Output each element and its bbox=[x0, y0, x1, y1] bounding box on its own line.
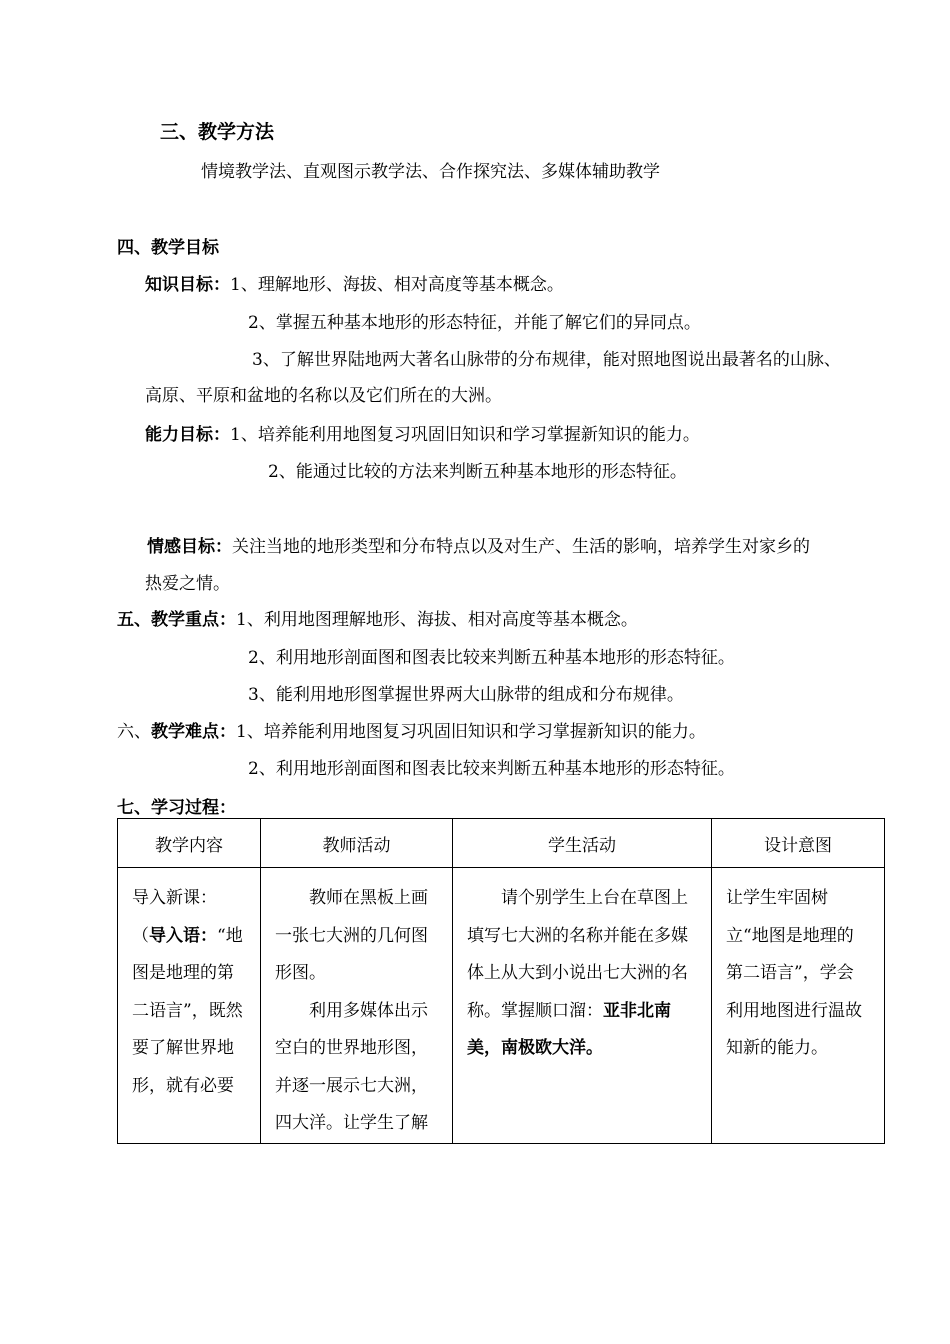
cell-teaching-content bbox=[118, 868, 261, 1144]
difficult-points-prefix: 六、 bbox=[117, 722, 151, 742]
difficult-points-1 bbox=[117, 721, 706, 743]
learning-process-table bbox=[117, 818, 885, 1144]
section-3-title: 三、教学方法 bbox=[160, 121, 275, 143]
ability-goal-1-text: 1、培养能利用地图复习巩固旧知识和学习掌握新知识的能力。 bbox=[230, 425, 700, 445]
section-7-title: 七、学习过程： bbox=[117, 798, 236, 818]
cell-design-intent bbox=[712, 868, 885, 1144]
table-row bbox=[118, 868, 885, 1144]
cell-teacher-activity bbox=[261, 868, 453, 1144]
knowledge-goal-label: 知识目标： bbox=[145, 275, 230, 295]
student-activity-body: 请个别学生上台在草图上填写七大洲的名称并能在多媒体上从大到小说出七大洲的名称。掌握顺口溜： bbox=[467, 888, 688, 1021]
emotion-goal-cont: 热爱之情。 bbox=[145, 574, 230, 594]
knowledge-goal-1-text: 1、理解地形、海拔、相对高度等基本概念。 bbox=[230, 275, 564, 295]
content-open-paren: （ bbox=[132, 925, 149, 946]
difficult-points-label: 教学难点： bbox=[151, 722, 236, 742]
content-intro bbox=[132, 918, 246, 1106]
student-activity-text bbox=[467, 880, 697, 1068]
teacher-activity-p1: 教师在黑板上画一张七大洲的几何图形图。 bbox=[275, 888, 428, 983]
design-intent-text: 让学生牢固树立“地图是地理的第二语言”，学会利用地图进行温故知新的能力。 bbox=[726, 888, 862, 1058]
key-points-2: 2、利用地形剖面图和图表比较来判断五种基本地形的形态特征。 bbox=[248, 648, 735, 668]
header-teacher-activity: 教师活动 bbox=[261, 819, 453, 868]
key-points-1 bbox=[117, 609, 638, 631]
key-points-3: 3、能利用地形图掌握世界两大山脉带的组成和分布规律。 bbox=[248, 685, 684, 705]
knowledge-goal-3-cont: 高原、平原和盆地的名称以及它们所在的大洲。 bbox=[145, 386, 502, 406]
content-intro-text: “地图是地理的第二语言”，既然要了解世界地形，就有必要 bbox=[132, 925, 243, 1096]
ability-goal-1 bbox=[145, 424, 700, 446]
table-header-row bbox=[118, 819, 885, 868]
emotion-goal-label: 情感目标： bbox=[147, 537, 232, 557]
cell-student-activity bbox=[453, 868, 712, 1144]
difficult-points-1-text: 1、培养能利用地图复习巩固旧知识和学习掌握新知识的能力。 bbox=[236, 722, 706, 742]
ability-goal-2: 2、能通过比较的方法来判断五种基本地形的形态特征。 bbox=[268, 462, 687, 482]
header-teaching-content: 教学内容 bbox=[118, 819, 261, 868]
knowledge-goal-2: 2、掌握五种基本地形的形态特征，并能了解它们的异同点。 bbox=[248, 313, 701, 333]
header-student-activity: 学生活动 bbox=[453, 819, 712, 868]
key-points-label: 五、教学重点： bbox=[117, 610, 236, 630]
key-points-1-text: 1、利用地图理解地形、海拔、相对高度等基本概念。 bbox=[236, 610, 638, 630]
teaching-methods-text: 情境教学法、直观图示教学法、合作探究法、多媒体辅助教学 bbox=[201, 162, 660, 182]
header-design-intent: 设计意图 bbox=[712, 819, 885, 868]
section-4-title: 四、教学目标 bbox=[117, 238, 219, 258]
emotion-goal-text: 关注当地的地形类型和分布特点以及对生产、生活的影响，培养学生对家乡的 bbox=[232, 537, 810, 557]
ability-goal-label: 能力目标： bbox=[145, 425, 230, 445]
content-intro-label: 导入语： bbox=[149, 925, 217, 946]
student-activity-mnemonic: 亚非北南美，南极欧大洋。 bbox=[467, 1000, 671, 1058]
knowledge-goal-3: 3、了解世界陆地两大著名山脉带的分布规律，能对照地图说出最著名的山脉、 bbox=[252, 350, 841, 370]
difficult-points-2: 2、利用地形剖面图和图表比较来判断五种基本地形的形态特征。 bbox=[248, 759, 735, 779]
content-line-1: 导入新课： bbox=[132, 888, 217, 908]
emotion-goal bbox=[147, 536, 810, 558]
knowledge-goal-1 bbox=[145, 274, 564, 296]
teacher-activity-p2: 利用多媒体出示空白的世界地形图，并逐一展示七大洲，四大洋。让学生了解 bbox=[275, 1000, 428, 1133]
